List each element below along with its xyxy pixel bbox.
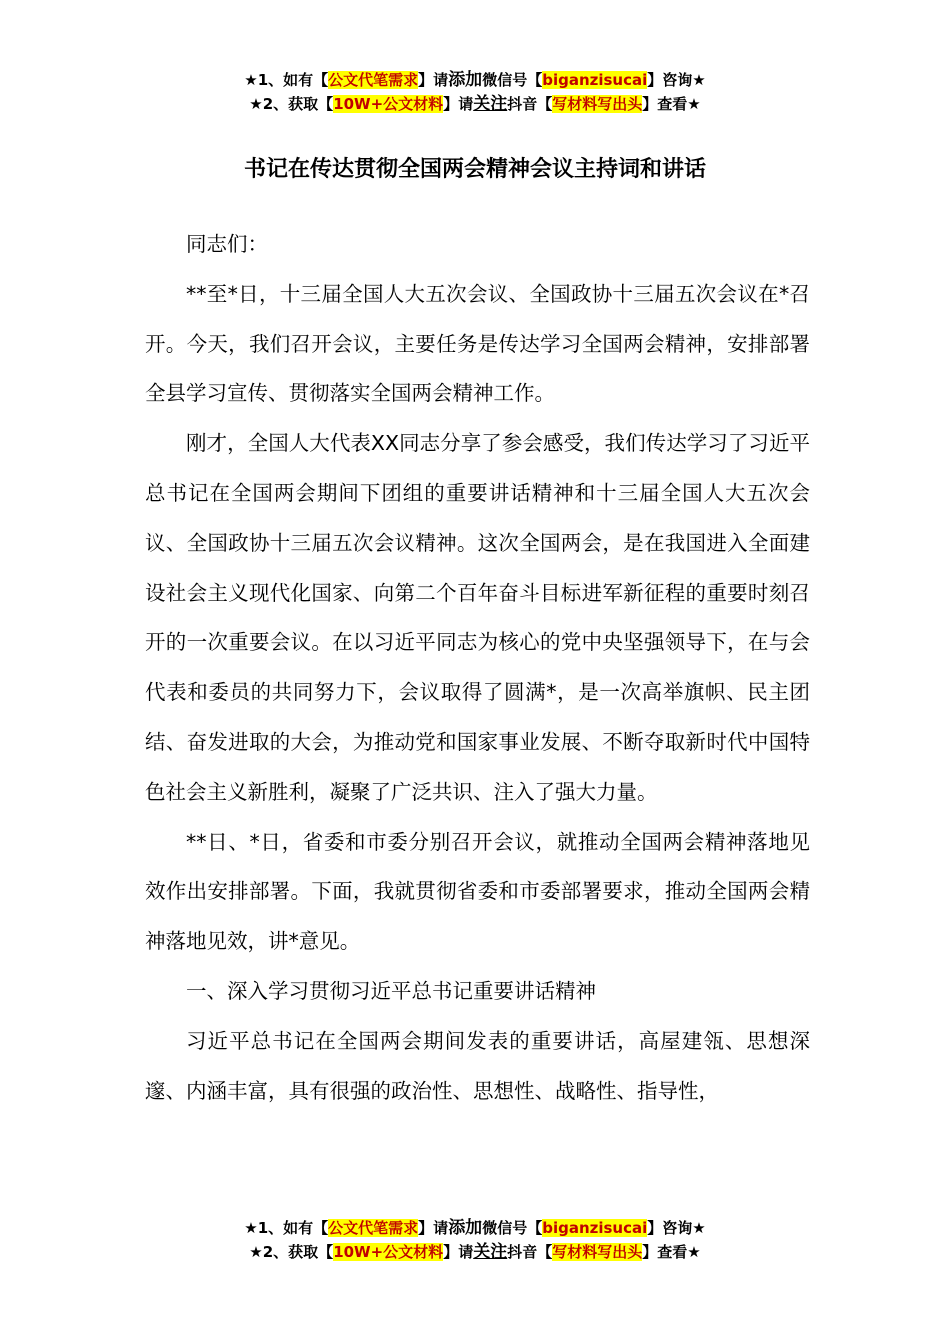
banner-highlight: 公文代笔需求 bbox=[328, 1219, 419, 1237]
body-paragraph: **至*日，十三届全国人大五次会议、全国政协十三届五次会议在*召开。今天，我们召开会议，主要任务是传达学习全国两会精神，安排部署全县学习宣传、贯彻落实全国两会精神工作。 bbox=[145, 281, 810, 406]
banner-text: 微信号【 bbox=[482, 1219, 543, 1237]
banner-douyin-id: 写材料写出头 bbox=[552, 95, 643, 113]
banner-text: 】请 bbox=[418, 71, 449, 89]
banner-emphasis: 关注 bbox=[473, 1242, 508, 1262]
banner-douyin-id: 写材料写出头 bbox=[552, 1243, 643, 1261]
banner-wechat-id: biganzisucai bbox=[542, 1219, 648, 1237]
banner-line-1 bbox=[0, 1216, 950, 1240]
banner-line-1 bbox=[0, 68, 950, 92]
body-paragraph: 习近平总书记在全国两会期间发表的重要讲话，高屋建瓴、思想深邃、内涵丰富，具有很强的政治性、思想性、战略性、指导性， bbox=[145, 1028, 810, 1103]
body-paragraph: **日、*日，省委和市委分别召开会议，就推动全国两会精神落地见效作出安排部署。下面，我就贯彻省委和市委部署要求，推动全国两会精神落地见效，讲*意见。 bbox=[145, 829, 810, 954]
footer-banner bbox=[0, 1216, 950, 1264]
banner-text: 微信号【 bbox=[482, 71, 543, 89]
banner-highlight: 公文代笔需求 bbox=[328, 71, 419, 89]
section-heading: 一、深入学习贯彻习近平总书记重要讲话精神 bbox=[186, 978, 596, 1003]
banner-highlight: 10W+公文材料 bbox=[333, 1243, 444, 1261]
banner-wechat-id: biganzisucai bbox=[542, 71, 648, 89]
banner-text: ★2、获取【 bbox=[249, 95, 334, 113]
banner-emphasis: 添加 bbox=[448, 70, 483, 90]
banner-emphasis: 关注 bbox=[473, 94, 508, 114]
banner-text: 】查看★ bbox=[642, 1243, 701, 1261]
banner-line-2 bbox=[0, 92, 950, 116]
banner-text: 】请 bbox=[418, 1219, 449, 1237]
body-paragraph: 刚才，全国人大代表XX同志分享了参会感受，我们传达学习了习近平总书记在全国两会期间下团组的重要讲话精神和十三届全国人大五次会议、全国政协十三届五次会议精神。这次全国两会，是在我国进入全面建设社会主义现代化国家、向第二个百年奋斗目标进军新征程的重要时刻召开的一次重要会议。在以习近平同志为核心的党中央坚强领导下，在与会代表和委员的共同努力下，会议取得了圆满*，是一次高举旗帜、民主团结、奋发进取的大会，为推动党和国家事业发展、不断夺取新时代中国特色社会主义新胜利，凝聚了广泛共识、注入了强大力量。 bbox=[145, 431, 810, 804]
banner-text: 】请 bbox=[443, 1243, 474, 1261]
header-banner bbox=[0, 68, 950, 116]
banner-text: 抖音【 bbox=[507, 1243, 553, 1261]
banner-text: 】咨询★ bbox=[647, 1219, 706, 1237]
document-body bbox=[145, 220, 810, 1116]
banner-text: 】请 bbox=[443, 95, 474, 113]
banner-text: ★1、如有【 bbox=[244, 71, 329, 89]
banner-emphasis: 添加 bbox=[448, 1218, 483, 1238]
salutation: 同志们： bbox=[186, 232, 268, 256]
banner-text: 】咨询★ bbox=[647, 71, 706, 89]
document-title: 书记在传达贯彻全国两会精神会议主持词和讲话 bbox=[243, 157, 706, 182]
banner-highlight: 10W+公文材料 bbox=[333, 95, 444, 113]
banner-text: 】查看★ bbox=[642, 95, 701, 113]
banner-text: ★2、获取【 bbox=[249, 1243, 334, 1261]
banner-line-2 bbox=[0, 1240, 950, 1264]
banner-text: 抖音【 bbox=[507, 95, 553, 113]
banner-text: ★1、如有【 bbox=[244, 1219, 329, 1237]
